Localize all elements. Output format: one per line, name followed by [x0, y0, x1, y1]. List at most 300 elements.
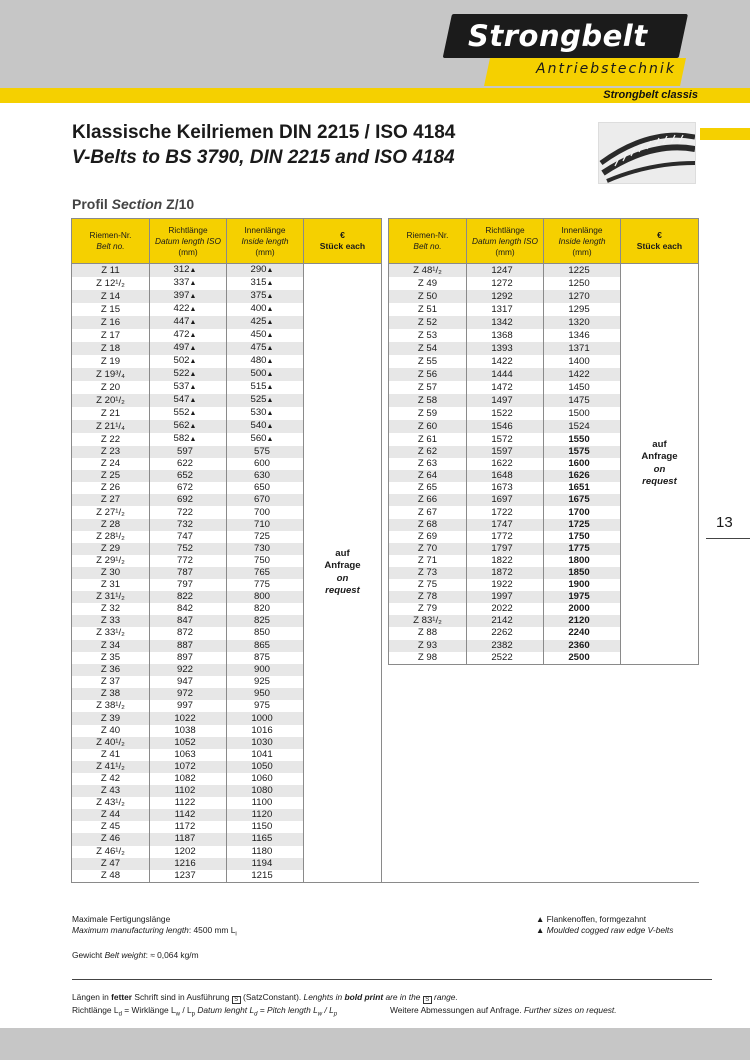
datum-length-cell: 797: [150, 579, 227, 591]
datum-length-cell: 747: [150, 531, 227, 543]
table-row: [72, 833, 699, 845]
belt-table: [71, 218, 699, 883]
belt-no-cell: Z 31: [72, 579, 150, 591]
datum-length-cell: 1072: [150, 761, 227, 773]
datum-length-cell: 897: [150, 652, 227, 665]
table-row: [72, 761, 699, 773]
inside-length-cell: 1600: [544, 458, 621, 470]
gap-cell: [382, 342, 389, 355]
belt-no-cell: Z 26: [72, 482, 150, 494]
belt-no-cell: Z 20: [72, 381, 150, 394]
empty-cell: [389, 725, 699, 737]
inside-length-cell: 2360: [544, 640, 621, 652]
inside-length-cell: 1016: [227, 725, 304, 737]
datum-length-cell: 472▲: [150, 329, 227, 342]
inside-length-cell: 700: [227, 506, 304, 518]
belt-no-cell: Z 56: [389, 368, 467, 381]
gap-cell: [382, 433, 389, 446]
gap-cell: [382, 316, 389, 329]
satz-icon: S: [232, 996, 241, 1004]
datum-length-cell: 947: [150, 676, 227, 688]
table-row: [72, 785, 699, 797]
inside-length-cell: 1850: [544, 567, 621, 579]
datum-length-cell: 1292: [467, 290, 544, 303]
belt-no-cell: Z 69: [389, 531, 467, 543]
inside-length-cell: 480▲: [227, 355, 304, 368]
datum-length-cell: 1052: [150, 737, 227, 749]
table-row: [72, 725, 699, 737]
belt-no-cell: Z 73: [389, 567, 467, 579]
band-label: Strongbelt classis: [603, 89, 698, 101]
belt-no-cell: Z 27: [72, 494, 150, 506]
inside-length-cell: 1725: [544, 519, 621, 531]
datum-length-cell: 447▲: [150, 316, 227, 329]
price-cell-right: auf Anfrage on request: [621, 264, 699, 665]
inside-length-cell: 1775: [544, 543, 621, 555]
bold-print-note: Längen in fetter Schrift sind in Ausführung S (SatzConstant). Lenghts in bold print are in the S range.: [72, 992, 458, 1003]
belt-no-cell: Z 48: [72, 870, 150, 883]
table-row: [72, 712, 699, 724]
belt-no-cell: Z 50: [389, 290, 467, 303]
table-row: [72, 264, 699, 278]
datum-length-cell: 1497: [467, 394, 544, 407]
table-row: [72, 470, 699, 482]
gap-cell: [382, 407, 389, 420]
belt-no-cell: Z 40: [72, 725, 150, 737]
belt-no-cell: Z 70: [389, 543, 467, 555]
belt-no-cell: Z 19: [72, 355, 150, 368]
formula-note: Richtlänge $L_d$ = Wirklänge $L_w / L_p$ Datum lenght $L_d$ = Pitch length $L_w / L_p$ Weitere Abmessungen auf Anfrage. Further sizes on request.: [72, 1005, 617, 1018]
gap-cell: [382, 290, 389, 303]
table-row: [72, 519, 699, 531]
gap-cell: [382, 773, 389, 785]
belt-no-cell: Z 15: [72, 303, 150, 316]
belt-no-cell: Z 22: [72, 433, 150, 446]
belt-no-cell: Z 27¹/₂: [72, 506, 150, 518]
inside-length-cell: 1150: [227, 821, 304, 833]
inside-length-cell: 1270: [544, 290, 621, 303]
belt-no-cell: Z 98: [389, 652, 467, 665]
table-row: [72, 615, 699, 627]
datum-length-cell: 1822: [467, 555, 544, 567]
inside-length-cell: 975: [227, 700, 304, 712]
datum-length-cell: 1697: [467, 494, 544, 506]
datum-length-cell: 1122: [150, 797, 227, 809]
belt-no-cell: Z 58: [389, 394, 467, 407]
price-cell-left: auf Anfrage on request: [304, 264, 382, 883]
datum-length-cell: 1572: [467, 433, 544, 446]
table-row: [72, 809, 699, 821]
belt-no-cell: Z 88: [389, 627, 467, 639]
gap-cell: [382, 519, 389, 531]
gap-cell: [382, 627, 389, 639]
inside-length-cell: 600: [227, 458, 304, 470]
max-length-note: [72, 914, 237, 941]
belt-no-cell: Z 17: [72, 329, 150, 342]
inside-length-cell: 1800: [544, 555, 621, 567]
table-row: [72, 420, 699, 433]
table-row: [72, 627, 699, 639]
table-row: [72, 640, 699, 652]
gap-cell: [382, 567, 389, 579]
page-title-english: V-Belts to BS 3790, DIN 2215 and ISO 4184: [72, 147, 455, 168]
inside-length-cell: 1675: [544, 494, 621, 506]
empty-cell: [389, 870, 699, 883]
datum-length-cell: 1546: [467, 420, 544, 433]
inside-length-cell: 515▲: [227, 381, 304, 394]
gap-cell: [382, 355, 389, 368]
belt-no-cell: Z 33¹/₂: [72, 627, 150, 639]
inside-length-cell: 575: [227, 446, 304, 458]
belt-no-cell: Z 48¹/₂: [389, 264, 467, 278]
datum-length-cell: 1472: [467, 381, 544, 394]
datum-length-cell: 972: [150, 688, 227, 700]
table-row: [72, 688, 699, 700]
table-row: [72, 555, 699, 567]
datum-length-cell: 1444: [467, 368, 544, 381]
gap-cell: [382, 664, 389, 676]
belt-no-cell: Z 35: [72, 652, 150, 665]
empty-cell: [389, 846, 699, 858]
table-row: [72, 355, 699, 368]
inside-length-cell: 1041: [227, 749, 304, 761]
belt-no-cell: Z 29¹/₂: [72, 555, 150, 567]
belt-no-cell: Z 28¹/₂: [72, 531, 150, 543]
gap-cell: [382, 749, 389, 761]
datum-length-cell: 752: [150, 543, 227, 555]
table-row: [72, 407, 699, 420]
inside-length-cell: 2000: [544, 603, 621, 615]
table-body: [72, 264, 699, 883]
datum-length-cell: 552▲: [150, 407, 227, 420]
gap-cell: [382, 329, 389, 342]
profile-label: Profil: [72, 196, 108, 212]
header-inside-length-right: Innenlänge Inside length (mm): [544, 219, 621, 264]
gap-cell: [382, 531, 389, 543]
table-row: [72, 676, 699, 688]
belt-no-cell: Z 43: [72, 785, 150, 797]
datum-length-cell: 1797: [467, 543, 544, 555]
table-row: [72, 846, 699, 858]
belt-no-cell: Z 45: [72, 821, 150, 833]
table-row: [72, 458, 699, 470]
table-row: [72, 506, 699, 518]
datum-length-cell: 312▲: [150, 264, 227, 278]
belt-no-cell: Z 42: [72, 773, 150, 785]
gap-cell: [382, 420, 389, 433]
inside-length-cell: 1900: [544, 579, 621, 591]
table-row: [72, 652, 699, 665]
belt-no-cell: Z 93: [389, 640, 467, 652]
datum-length-cell: 1673: [467, 482, 544, 494]
datum-length-cell: 597: [150, 446, 227, 458]
table-row: [72, 773, 699, 785]
datum-length-cell: 1597: [467, 446, 544, 458]
datum-length-cell: 2382: [467, 640, 544, 652]
gap-cell: [382, 725, 389, 737]
belt-no-cell: Z 83¹/₂: [389, 615, 467, 627]
belt-no-cell: Z 71: [389, 555, 467, 567]
empty-cell: [389, 785, 699, 797]
page-number: 13: [716, 514, 733, 531]
inside-length-cell: 1400: [544, 355, 621, 368]
inside-length-cell: 1000: [227, 712, 304, 724]
datum-length-cell: 1022: [150, 712, 227, 724]
datum-length-cell: 772: [150, 555, 227, 567]
table-row: [72, 603, 699, 615]
gap-cell: [382, 652, 389, 665]
datum-length-cell: 582▲: [150, 433, 227, 446]
belt-no-cell: Z 44: [72, 809, 150, 821]
inside-length-cell: 820: [227, 603, 304, 615]
datum-length-cell: 2142: [467, 615, 544, 627]
gap-cell: [382, 394, 389, 407]
datum-length-cell: 1317: [467, 303, 544, 316]
gap-cell: [382, 603, 389, 615]
header-price: € Stück each: [304, 219, 382, 264]
inside-length-cell: 765: [227, 567, 304, 579]
empty-cell: [389, 737, 699, 749]
inside-length-cell: 2120: [544, 615, 621, 627]
inside-length-cell: 725: [227, 531, 304, 543]
further-sizes-note: Weitere Abmessungen auf Anfrage. Further sizes on request.: [390, 1005, 617, 1015]
inside-length-cell: 1422: [544, 368, 621, 381]
header-datum-length-right: Richtlänge Datum length ISO (mm): [467, 219, 544, 264]
belt-no-cell: Z 36: [72, 664, 150, 676]
header-gap: [382, 219, 389, 264]
inside-length-cell: 525▲: [227, 394, 304, 407]
gap-cell: [382, 688, 389, 700]
inside-length-cell: 1975: [544, 591, 621, 603]
inside-length-cell: 315▲: [227, 277, 304, 290]
datum-length-cell: 1102: [150, 785, 227, 797]
belt-no-cell: Z 38¹/₂: [72, 700, 150, 712]
inside-length-cell: 1651: [544, 482, 621, 494]
inside-length-cell: 1030: [227, 737, 304, 749]
datum-length-cell: 887: [150, 640, 227, 652]
table-row: [72, 316, 699, 329]
table-row: [72, 797, 699, 809]
gap-cell: [382, 381, 389, 394]
page-title-german: Klassische Keilriemen DIN 2215 / ISO 4184: [72, 122, 456, 143]
belt-no-cell: Z 21: [72, 407, 150, 420]
datum-length-cell: 1187: [150, 833, 227, 845]
gap-cell: [382, 494, 389, 506]
table-row: [72, 567, 699, 579]
belt-no-cell: Z 38: [72, 688, 150, 700]
empty-cell: [389, 749, 699, 761]
table-row: [72, 394, 699, 407]
belt-no-cell: Z 19³/₄: [72, 368, 150, 381]
belt-no-cell: Z 39: [72, 712, 150, 724]
gap-cell: [382, 277, 389, 290]
empty-cell: [389, 761, 699, 773]
gap-cell: [382, 264, 389, 278]
empty-cell: [389, 664, 699, 676]
belt-no-cell: Z 40¹/₂: [72, 737, 150, 749]
datum-length-cell: 537▲: [150, 381, 227, 394]
inside-length-cell: 1550: [544, 433, 621, 446]
header-price-right: € Stück each: [621, 219, 699, 264]
datum-length-cell: 1772: [467, 531, 544, 543]
profile-section-label: Section: [111, 196, 163, 212]
table-row: [72, 277, 699, 290]
table-row: [72, 543, 699, 555]
inside-length-cell: 560▲: [227, 433, 304, 446]
belt-no-cell: Z 64: [389, 470, 467, 482]
inside-length-cell: 1371: [544, 342, 621, 355]
gap-cell: [382, 555, 389, 567]
belt-no-cell: Z 75: [389, 579, 467, 591]
table-row: [72, 749, 699, 761]
table-row: [72, 531, 699, 543]
v-belt-photo: [598, 122, 696, 184]
empty-cell: [389, 797, 699, 809]
inside-length-cell: 875: [227, 652, 304, 665]
inside-length-cell: 1250: [544, 277, 621, 290]
gap-cell: [382, 870, 389, 883]
datum-length-cell: 1082: [150, 773, 227, 785]
empty-cell: [389, 688, 699, 700]
gap-cell: [382, 579, 389, 591]
table-row: [72, 368, 699, 381]
inside-length-cell: 450▲: [227, 329, 304, 342]
gap-cell: [382, 761, 389, 773]
datum-length-cell: 1722: [467, 506, 544, 518]
weight-note: Gewicht Belt weight: ≈ 0,064 kg/m: [72, 950, 199, 960]
belt-no-cell: Z 62: [389, 446, 467, 458]
gap-cell: [382, 785, 389, 797]
table-row: [72, 821, 699, 833]
datum-length-cell: 1872: [467, 567, 544, 579]
gap-cell: [382, 809, 389, 821]
inside-length-cell: 475▲: [227, 342, 304, 355]
footer-background: [0, 1028, 750, 1060]
datum-length-cell: 1922: [467, 579, 544, 591]
belt-no-cell: Z 29: [72, 543, 150, 555]
inside-length-cell: 650: [227, 482, 304, 494]
datum-length-cell: 997: [150, 700, 227, 712]
datum-length-cell: 732: [150, 519, 227, 531]
inside-length-cell: 1320: [544, 316, 621, 329]
table-row: [72, 433, 699, 446]
empty-cell: [389, 676, 699, 688]
datum-length-cell: 1393: [467, 342, 544, 355]
belt-no-cell: Z 60: [389, 420, 467, 433]
inside-length-cell: 500▲: [227, 368, 304, 381]
empty-cell: [389, 833, 699, 845]
datum-length-cell: 1368: [467, 329, 544, 342]
datum-length-cell: 2022: [467, 603, 544, 615]
table-row: [72, 303, 699, 316]
datum-length-cell: 1142: [150, 809, 227, 821]
logo-brand-name: Strongbelt: [468, 19, 648, 53]
belt-no-cell: Z 28: [72, 519, 150, 531]
profile-heading: [72, 196, 194, 212]
legend-en: ▲ Moulded cogged raw edge V-belts: [536, 925, 674, 935]
belt-no-cell: Z 41: [72, 749, 150, 761]
gap-cell: [382, 858, 389, 870]
inside-length-cell: 670: [227, 494, 304, 506]
empty-cell: [389, 809, 699, 821]
datum-length-cell: 822: [150, 591, 227, 603]
empty-cell: [389, 821, 699, 833]
belt-no-cell: Z 32: [72, 603, 150, 615]
belt-no-cell: Z 18: [72, 342, 150, 355]
belt-no-cell: Z 12¹/₂: [72, 277, 150, 290]
inside-length-cell: 950: [227, 688, 304, 700]
table-row: [72, 579, 699, 591]
datum-length-cell: 2262: [467, 627, 544, 639]
datum-length-cell: 722: [150, 506, 227, 518]
inside-length-cell: 800: [227, 591, 304, 603]
max-length-en: Maximum manufacturing length: 4500 mm $L_i$: [72, 925, 237, 938]
belt-no-cell: Z 57: [389, 381, 467, 394]
max-length-de: Maximale Fertigungslänge: [72, 914, 171, 924]
inside-length-cell: 750: [227, 555, 304, 567]
datum-length-cell: 1622: [467, 458, 544, 470]
belt-no-cell: Z 14: [72, 290, 150, 303]
datum-length-cell: 652: [150, 470, 227, 482]
datum-length-cell: 1063: [150, 749, 227, 761]
belt-no-cell: Z 20¹/₂: [72, 394, 150, 407]
belt-no-cell: Z 30: [72, 567, 150, 579]
logo-tagline: Antriebstechnik: [536, 61, 676, 77]
empty-cell: [389, 858, 699, 870]
datum-length-cell: 1216: [150, 858, 227, 870]
table-row: [72, 700, 699, 712]
header-inside-length: Innenlänge Inside length (mm): [227, 219, 304, 264]
datum-length-cell: 1997: [467, 591, 544, 603]
gap-cell: [382, 712, 389, 724]
gap-cell: [382, 446, 389, 458]
belt-no-cell: Z 25: [72, 470, 150, 482]
belt-no-cell: Z 52: [389, 316, 467, 329]
inside-length-cell: 1080: [227, 785, 304, 797]
datum-length-cell: 522▲: [150, 368, 227, 381]
belt-no-cell: Z 55: [389, 355, 467, 368]
belt-no-cell: Z 61: [389, 433, 467, 446]
inside-length-cell: 1346: [544, 329, 621, 342]
yellow-accent-bar: [700, 128, 750, 140]
datum-length-cell: 397▲: [150, 290, 227, 303]
belt-no-cell: Z 31¹/₂: [72, 591, 150, 603]
table-row: [72, 870, 699, 883]
inside-length-cell: 1050: [227, 761, 304, 773]
inside-length-cell: 710: [227, 519, 304, 531]
profile-value: Z/10: [166, 196, 195, 212]
inside-length-cell: 1575: [544, 446, 621, 458]
inside-length-cell: 1450: [544, 381, 621, 394]
datum-length-cell: 337▲: [150, 277, 227, 290]
datum-length-cell: 497▲: [150, 342, 227, 355]
inside-length-cell: 1215: [227, 870, 304, 883]
inside-length-cell: 1060: [227, 773, 304, 785]
belt-no-cell: Z 43¹/₂: [72, 797, 150, 809]
belt-no-cell: Z 46¹/₂: [72, 846, 150, 858]
belt-no-cell: Z 47: [72, 858, 150, 870]
page-number-rule: [706, 538, 750, 539]
datum-length-cell: 2522: [467, 652, 544, 665]
belt-no-cell: Z 78: [389, 591, 467, 603]
datum-length-cell: 547▲: [150, 394, 227, 407]
inside-length-cell: 1100: [227, 797, 304, 809]
belt-no-cell: Z 67: [389, 506, 467, 518]
gap-cell: [382, 368, 389, 381]
datum-length-cell: 1038: [150, 725, 227, 737]
belt-no-cell: Z 11: [72, 264, 150, 278]
gap-cell: [382, 821, 389, 833]
